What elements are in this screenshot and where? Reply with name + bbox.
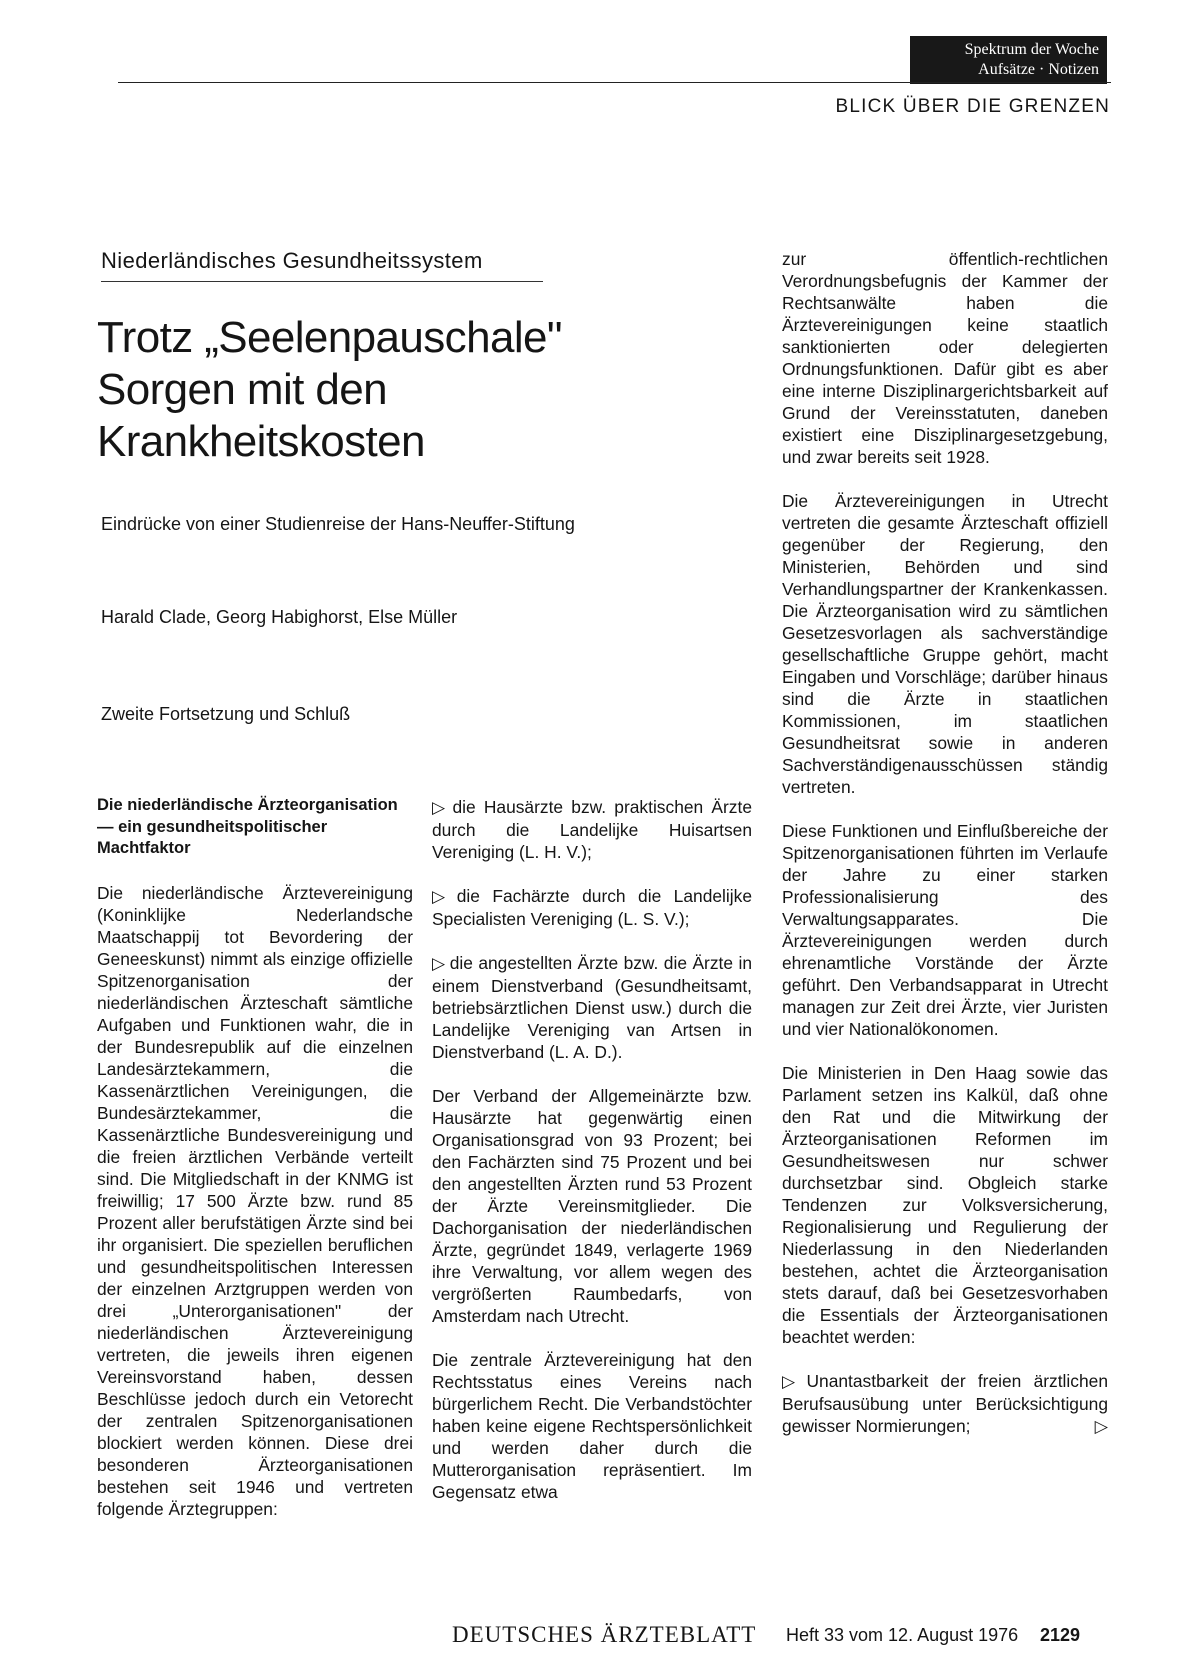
col2-bullet	[432, 952, 752, 1063]
col3-bullet	[782, 1370, 1108, 1437]
header-rule	[118, 82, 1111, 83]
col1-paragraph: Die niederländische Ärztevereinigung (Koninklijke Nederlandsche Maatschappij tot Bevordering der Geneeskunst) nimmt als einzige offizielle Spitzenorganisation der niederländischen Ärzteschaft sämtliche Aufgaben und Funktionen wahr, die in der Bundesrepublik auf die einzelnen Landesärztekammern, die Kassenärztlichen Vereinigungen, die Bundesärztekammer, die Kassenärztliche Bundesvereinigung und die freien ärztlichen Verbände verteilt sind. Die Mitgliedschaft in der KNMG ist freiwillig; 17 500 Ärzte bzw. rund 85 Prozent aller berufstätigen Ärzte sind bei ihr organisiert. Die speziellen beruflichen und gesundheitspolitischen Interessen der einzelnen Arztgruppen werden von drei „Unterorganisationen" der niederländischen Ärztevereinigung vertreten, die jeweils ihren eigenen Vereinsvorstand haben, dessen Beschlüsse jedoch durch ein Vetorecht der zentralen Spitzenorganisationen blockiert werden können. Diese drei besonderen Ärzteorganisationen bestehen seit 1946 und vertreten folgende Ärztegruppen:	[97, 883, 413, 1519]
article-title	[97, 312, 657, 468]
col3-paragraph: zur öffentlich-rechtlichen Verordnungsbefugnis der Kammer der Rechtsanwälte haben die Ärztevereinigungen keine staatlich sanktionierten oder delegierten Ordnungsfunktionen. Dafür gibt es aber eine interne Disziplinargerichtsbarkeit auf Grund der Vereinsstatuten, daneben existiert eine Disziplinargesetzgebung, und zwar bereits seit 1928.	[782, 249, 1108, 467]
col2-bullet-text: die angestellten Ärzte bzw. die Ärzte in einem Dienstverband (Gesundheitsamt, betriebsärztlichen Dienst usw.) durch die Landelijke Vereniging van Artsen in Dienstverband (L. A. D.).	[432, 953, 752, 1062]
article-subtitle: Eindrücke von einer Studienreise der Hans-Neuffer-Stiftung	[101, 514, 575, 534]
continued-arrow-icon: ▷	[1094, 1416, 1108, 1436]
title-line-3: Krankheitskosten	[97, 417, 425, 466]
triangle-bullet-icon: ▷	[782, 1372, 803, 1391]
col3-paragraph: Die Ärztevereinigungen in Utrecht vertreten die gesamte Ärzteschaft offiziell gegenüber der Regierung, den Ministerien, Behörden und sind Verhandlungspartner der Krankenkassen. Die Ärzteorganisation wird zu sämtlichen Gesetzesvorlagen als sachverständige gesellschaftliche Gruppe gehört, macht Eingaben und Vorschläge; darüber hinaus sind die Ärzte in staatlichen Kommissionen, im staatlichen Gesundheitsrat sowie in anderen Sachverständigenausschüssen ständig vertreten.	[782, 491, 1108, 797]
rubric-label: BLICK ÜBER DIE GRENZEN	[835, 96, 1110, 117]
title-line-2: Sorgen mit den	[97, 365, 387, 414]
section-badge	[910, 36, 1107, 84]
article-kicker: Niederländisches Gesundheitssystem	[101, 248, 483, 273]
article-authors: Harald Clade, Georg Habighorst, Else Müller	[101, 607, 458, 627]
title-line-1: Trotz „Seelenpauschale"	[97, 313, 562, 362]
column-3	[782, 248, 1108, 1459]
col3-paragraph: Die Ministerien in Den Haag sowie das Parlament setzen ins Kalkül, daß ohne den Rat und die Mitwirkung der Ärzteorganisationen Reformen im Gesundheitswesen nur schwer durchsetzbar sind. Obgleich starke Tendenzen zur Volksversicherung, Regionalisierung und Regulierung der Niederlassung in den Niederlanden bestehen, achtet die Ärzteorganisation stets darauf, daß bei Gesetzesvorhaben die Essentials der Ärzteorganisationen beachtet werden:	[782, 1063, 1108, 1347]
section-heading: Die niederländische Ärzteorganisation — ein gesundheitspolitischer Machtfaktor	[97, 796, 398, 857]
triangle-bullet-icon: ▷	[432, 887, 453, 906]
column-2	[432, 796, 752, 1525]
col3-bullet-text: Unantastbarkeit der freien ärztlichen Berufsausübung unter Berücksichtigung gewisser Normierungen;	[782, 1371, 1108, 1436]
col2-bullet	[432, 796, 752, 863]
journal-name: DEUTSCHES ÄRZTEBLATT	[452, 1622, 757, 1647]
column-1	[97, 882, 413, 1542]
continuation-note: Zweite Fortsetzung und Schluß	[101, 704, 351, 724]
badge-line-1: Spektrum der Woche	[964, 41, 1099, 58]
col2-paragraph: Die zentrale Ärztevereinigung hat den Rechtsstatus eines Vereins nach bürgerlichem Recht. Die Verbandstöchter haben keine eigene Rechtspersönlichkeit und werden daher durch die Mutterorganisation repräsentiert. Im Gegensatz etwa	[432, 1350, 752, 1502]
badge-line-2: Aufsätze · Notizen	[978, 61, 1099, 78]
col2-bullet-text: die Hausärzte bzw. praktischen Ärzte durch die Landelijke Huisartsen Vereniging (L. H. V.);	[432, 797, 752, 862]
kicker-underline	[101, 281, 543, 282]
page-number: 2129	[1040, 1625, 1081, 1645]
triangle-bullet-icon: ▷	[432, 954, 446, 973]
issue-info: Heft 33 vom 12. August 1976	[786, 1625, 1019, 1645]
col2-paragraph: Der Verband der Allgemeinärzte bzw. Hausärzte hat gegenwärtig einen Organisationsgrad von 93 Prozent; bei den Fachärzten sind 75 Prozent und bei den angestellten Ärzten rund 53 Prozent der Ärzte Vereinsmitglieder. Die Dachorganisation der niederländischen Ärzte, gegründet 1849, verlagerte 1969 ihre Verwaltung, vor allem wegen des vergrößerten Raumbedarfs, von Amsterdam nach Utrecht.	[432, 1086, 752, 1326]
col2-bullet-text: die Fachärzte durch die Landelijke Specialisten Vereniging (L. S. V.);	[432, 886, 752, 929]
triangle-bullet-icon: ▷	[432, 798, 449, 817]
col2-bullet	[432, 885, 752, 930]
col3-paragraph: Diese Funktionen und Einflußbereiche der Spitzenorganisationen führten im Verlaufe der Jahre zu einer starken Professionalisierung des Verwaltungsapparates. Die Ärztevereinigungen werden durch ehrenamtliche Vorstände der Ärzte geführt. Den Verbandsapparat in Utrecht managen zur Zeit drei Ärzte, vier Juristen und vier Nationalökonomen.	[782, 821, 1108, 1039]
